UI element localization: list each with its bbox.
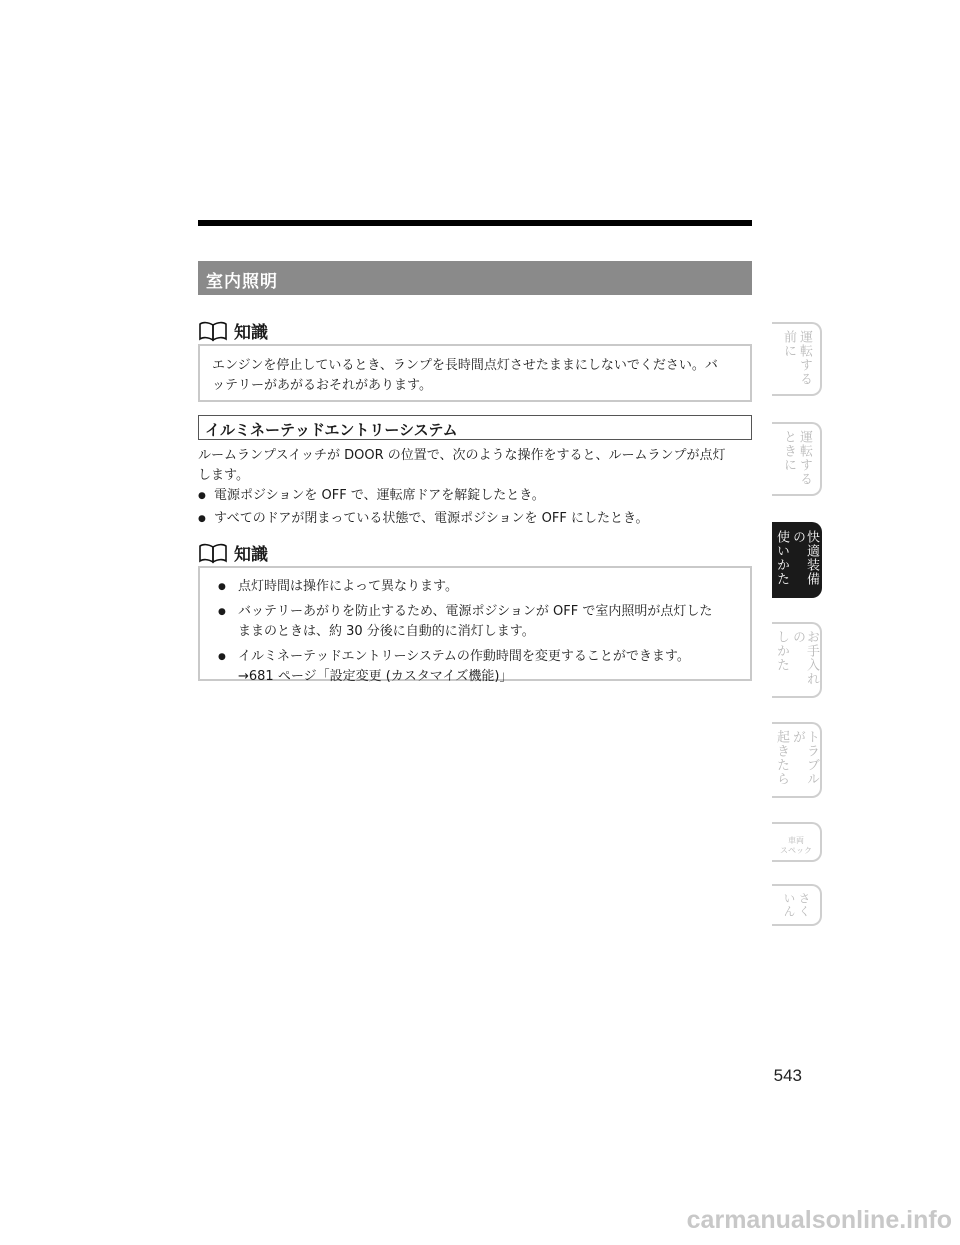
- section-title-bar: [198, 261, 752, 295]
- side-tab-label: スペック: [780, 846, 812, 855]
- side-tab-label: 前に: [781, 330, 796, 358]
- note1-line-2: ッテリーがあがるおそれがあります。: [212, 378, 432, 393]
- section-title: 室内照明: [206, 272, 278, 292]
- page-number: 543: [773, 1066, 802, 1085]
- side-tab-label: いん: [782, 892, 796, 918]
- book-icon: [198, 542, 228, 564]
- side-tab-label: 起きたら: [774, 730, 789, 786]
- book-icon: [198, 320, 228, 342]
- side-tab-label: トラブルが: [790, 730, 819, 786]
- side-tab-maintenance[interactable]: [772, 622, 822, 698]
- side-tab-label: 使いかた: [774, 530, 789, 586]
- list-item: [212, 577, 738, 597]
- watermark: carmanualsonline.info: [686, 1206, 952, 1234]
- note-box-1: [198, 344, 752, 402]
- side-tab-label: 運転する: [797, 430, 812, 486]
- side-tab-troubleshooting[interactable]: [772, 722, 822, 798]
- side-tab-label: 快適装備の: [790, 530, 819, 586]
- side-tab-specifications[interactable]: [772, 822, 822, 862]
- note1-line-1: エンジンを停止しているとき、ランプを長時間点灯させたままにしないでください。バ: [212, 358, 718, 373]
- side-tab-while-driving[interactable]: [772, 422, 822, 496]
- list-item: ● 電源ポジションを OFF で、運転席ドアを解錠したとき。: [198, 486, 758, 506]
- list-item-line: ままのときは、約 30 分後に自動的に消灯します。: [238, 624, 535, 639]
- body-line-2: します。: [198, 468, 249, 483]
- list-item-line: ● バッテリーあがりを防止するため、電源ポジションが OFF で室内照明が点灯した: [238, 604, 713, 619]
- body-line-1: ルームランプスイッチが DOOR の位置で、次のような操作をすると、ルームランプが点灯: [198, 448, 726, 463]
- list-item: [212, 602, 738, 642]
- knowledge-heading-2: [198, 540, 268, 565]
- note-box-2: [198, 566, 752, 684]
- side-tab-label: 運転する: [797, 330, 812, 386]
- side-tab-label: お手入れの: [790, 630, 819, 686]
- side-tab-before-driving[interactable]: [772, 322, 822, 396]
- knowledge-heading-1: [198, 318, 268, 343]
- list-item: [212, 647, 738, 687]
- top-rule: [198, 220, 752, 226]
- list-item-line: ● 点灯時間は操作によって異なります。: [238, 579, 458, 594]
- note2-bullets: [212, 577, 738, 687]
- side-tab-comfort-features[interactable]: [772, 522, 822, 598]
- subsection-title: イルミネーテッドエントリーシステム: [198, 415, 752, 440]
- list-item-line: ● イルミネーテッドエントリーシステムの作動時間を変更することができます。: [238, 649, 690, 664]
- list-item: ● すべてのドアが閉まっている状態で、電源ポジションを OFF にしたとき。: [198, 509, 758, 529]
- knowledge-label: 知識: [234, 545, 268, 565]
- subsection-bullets: [198, 486, 758, 532]
- knowledge-label: 知識: [234, 323, 268, 343]
- list-item-line: →681 ページ「設定変更 (カスタマイズ機能)」: [238, 669, 513, 684]
- side-tab-label: さく: [797, 892, 811, 918]
- side-tab-label: ときに: [781, 430, 796, 472]
- side-tab-label: しかた: [774, 630, 789, 672]
- side-tab-index[interactable]: [772, 884, 822, 926]
- subsection-body: [198, 446, 758, 486]
- side-tab-label: 車両: [788, 836, 804, 845]
